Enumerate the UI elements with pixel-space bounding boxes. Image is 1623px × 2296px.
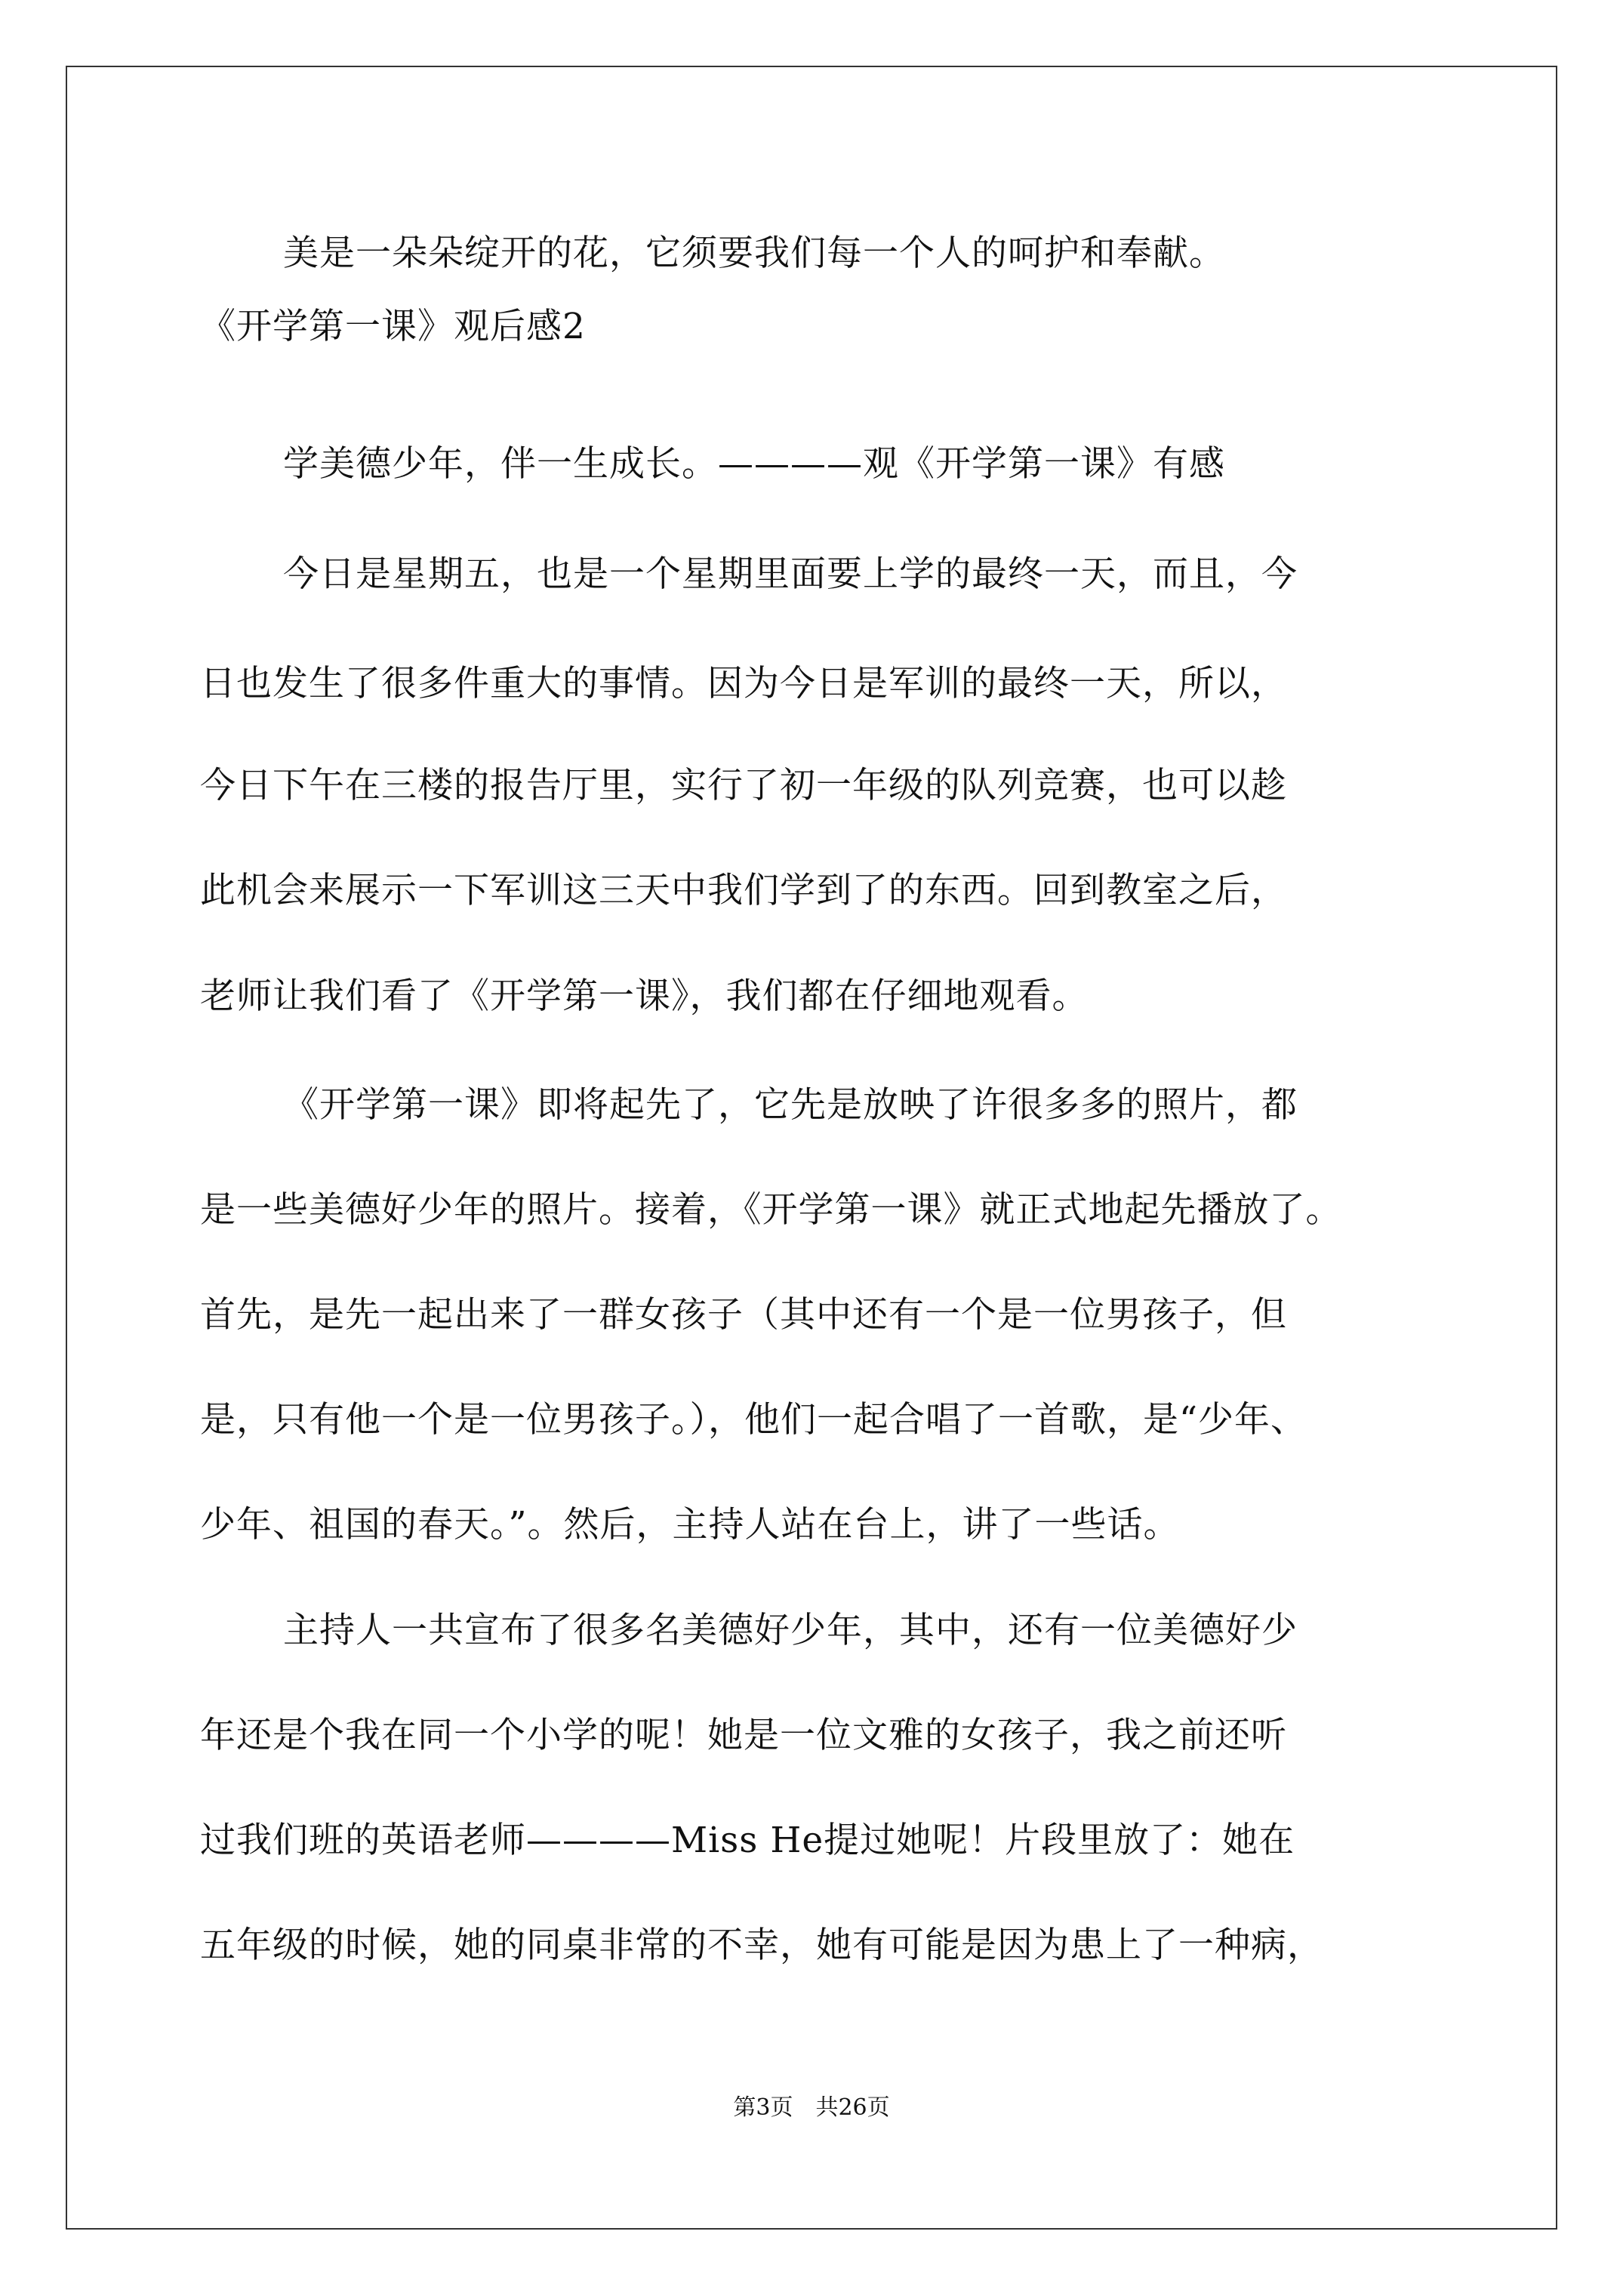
page-number: 第3页 共26页 xyxy=(733,2094,890,2121)
paragraph-line: 五年级的时候，她的同桌非常的不幸，她有可能是因为患上了一种病， xyxy=(200,1925,1323,1966)
paragraph-line: 学美德少年，伴一生成长。————观《开学第一课》有感 xyxy=(283,443,1225,485)
paragraph-line: 是一些美德好少年的照片。接着，《开学第一课》就正式地起先播放了。 xyxy=(200,1189,1342,1231)
paragraph-line: 今日是星期五，也是一个星期里面要上学的最终一天，而且，今 xyxy=(283,553,1298,595)
paragraph-line: 年还是个我在同一个小学的呢！她是一位文雅的女孩子，我之前还听 xyxy=(200,1715,1287,1756)
paragraph-line: 日也发生了很多件重大的事情。因为今日是军训的最终一天，所以， xyxy=(200,663,1287,704)
paragraph-line: 首先，是先一起出来了一群女孩子（其中还有一个是一位男孩子，但 xyxy=(200,1294,1287,1336)
paragraph-line: 少年、祖国的春天。”。然后，主持人站在台上，讲了一些话。 xyxy=(200,1504,1180,1546)
paragraph-line: 主持人一共宣布了很多名美德好少年，其中，还有一位美德好少 xyxy=(283,1610,1298,1651)
paragraph-line: 《开学第一课》即将起先了，它先是放映了许很多多的照片，都 xyxy=(283,1084,1298,1126)
paragraph-line: 此机会来展示一下军训这三天中我们学到了的东西。回到教室之后， xyxy=(200,870,1287,911)
paragraph-line: 老师让我们看了《开学第一课》，我们都在仔细地观看。 xyxy=(200,975,1089,1017)
paragraph-line: 过我们班的英语老师————Miss He提过她呢！片段里放了：她在 xyxy=(200,1820,1295,1861)
page-border xyxy=(66,66,1557,2230)
section-title: 《开学第一课》观后感2 xyxy=(200,306,586,347)
paragraph-line: 是，只有他一个是一位男孩子。），他们一起合唱了一首歌，是“少年、 xyxy=(200,1399,1307,1441)
paragraph-line: 今日下午在三楼的报告厅里，实行了初一年级的队列竞赛，也可以趁 xyxy=(200,765,1287,806)
paragraph-line: 美是一朵朵绽开的花，它须要我们每一个人的呵护和奉献。 xyxy=(283,233,1225,274)
